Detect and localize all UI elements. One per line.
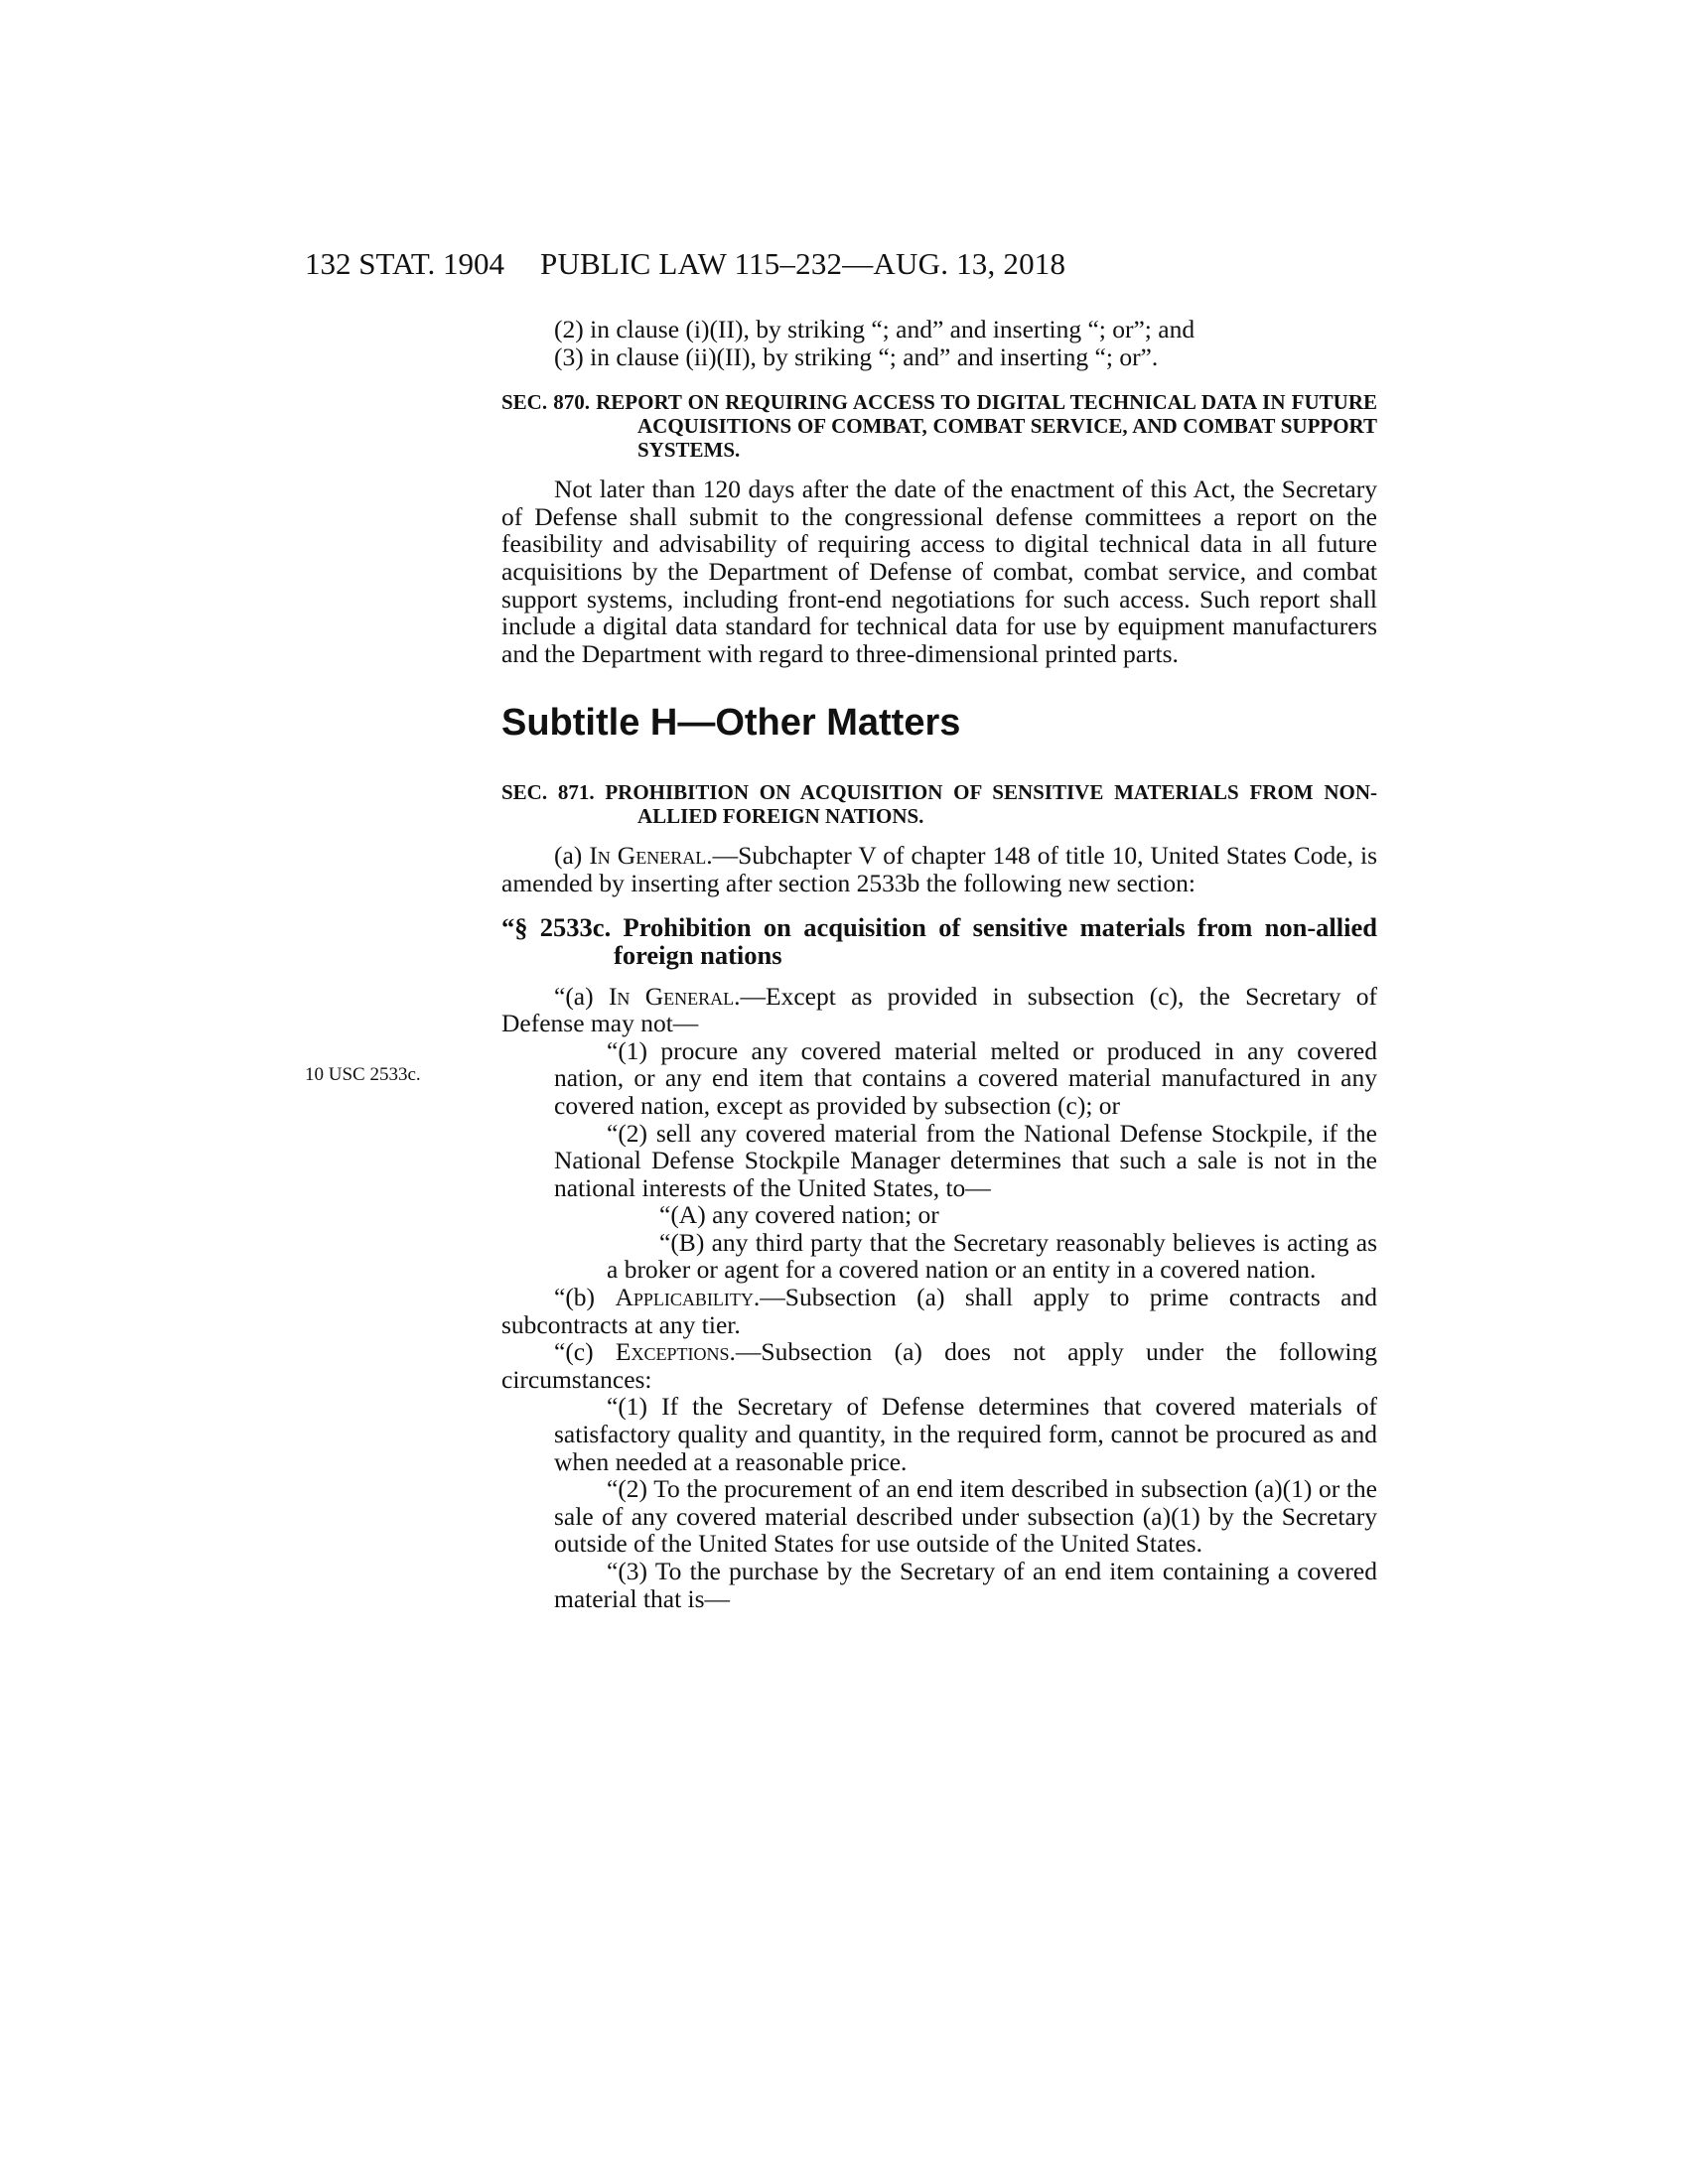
paragraph-1: [501, 1037, 1377, 1120]
stat-page-number: 132 STAT. 1904: [305, 246, 505, 281]
subsection-a-caption: In General.: [589, 841, 713, 871]
exceptions-text: —Subsection (a) does not apply under the following circumstances:: [501, 1337, 1377, 1394]
exceptions-caption: Exceptions.: [615, 1337, 736, 1367]
margin-citation-note: 10 USC 2533c.: [305, 1064, 421, 1085]
general-text: —Except as provided in subsection (c), the Secretary of Defense may not—: [501, 981, 1377, 1038]
paragraph-2: [501, 1120, 1377, 1202]
new-section-subsection-c: [501, 1338, 1377, 1393]
document-body: [501, 316, 1377, 1612]
new-section-title: “§ 2533c. Prohibition on acquisition of sensitive materials from non-allied foreign nations: [501, 911, 1377, 970]
exceptions-prefix: “(c): [554, 1337, 594, 1367]
subparagraph-b: “(B) any third party that the Secretary reasonably believes is acting as a broker or agent for a covered nation or an entity in a covered nation.: [607, 1227, 1377, 1285]
applicability-text: —Subsection (a) shall apply to prime contracts and subcontracts at any tier.: [501, 1283, 1378, 1339]
new-section-subsection-b: [501, 1284, 1377, 1338]
public-law-running-head: PUBLIC LAW 115–232—AUG. 13, 2018: [540, 246, 1066, 281]
sec-871-heading: SEC. 871. PROHIBITION ON ACQUISITION OF SENSITIVE MATERIALS FROM NON-ALLIED FOREIGN NATIONS.: [501, 780, 1377, 829]
paragraph-1-text: “(1) procure any covered material melted or produced in any covered nation, or any end item that contains a covered material manufactured in any covered nation, except as provided by subsection (c); or: [554, 1035, 1377, 1120]
amendment-clause-2: (2) in clause (i)(II), by striking “; and” and inserting “; or”; and: [554, 315, 1196, 343]
exception-1: “(1) If the Secretary of Defense determines that covered materials of satisfactory quality and quantity, in the required form, cannot be procured as and when needed at a reasonable price.: [554, 1392, 1377, 1476]
subparagraph-a: “(A) any covered nation; or: [659, 1200, 939, 1230]
applicability-caption: Applicability.: [615, 1283, 761, 1312]
amendment-clause-3: (3) in clause (ii)(II), by striking “; and” and inserting “; or”.: [554, 341, 1159, 371]
applicability-prefix: “(b): [554, 1283, 596, 1312]
general-caption: In General.: [608, 981, 741, 1011]
sec-870-heading: SEC. 870. REPORT ON REQUIRING ACCESS TO DIGITAL TECHNICAL DATA IN FUTURE ACQUISITIONS OF COMBAT, COMBAT SERVICE, AND COMBAT SUPPORT SYSTEMS.: [501, 390, 1377, 463]
new-section-subsection-a: [501, 983, 1377, 1037]
subsection-a-text: —Subchapter V of chapter 148 of title 10, United States Code, is amended by inserting after section 2533b the following new section:: [501, 841, 1377, 897]
subsection-a-prefix: (a): [554, 841, 583, 871]
subtitle-heading: Subtitle H—Other Matters: [501, 702, 961, 745]
page-header: [0, 246, 1688, 286]
sec-871-subsection-a: [501, 842, 1377, 896]
paragraph-2-text: “(2) sell any covered material from the National Defense Stockpile, if the National Defense Stockpile Manager determines that such a sale is not in the national interests of the United States, to—: [554, 1118, 1377, 1202]
exception-2: “(2) To the procurement of an end item described in subsection (a)(1) or the sale of any covered material described under subsection (a)(1) by the Secretary outside of the United States for use outside of the United States.: [554, 1474, 1377, 1559]
sec-870-body: Not later than 120 days after the date of the enactment of this Act, the Secretary of Defense shall submit to the congressional defense committees a report on the feasibility and advisability of requiring access to digital technical data in all future acquisitions by the Department of Defense of combat, combat service, and combat support systems, including front-end negotiations for such access. Such report shall include a digital data standard for technical data for use by equipment manufacturers and the Department with regard to three-dimensional printed parts.: [501, 475, 1377, 668]
exception-3: “(3) To the purchase by the Secretary of an end item containing a covered material that is—: [554, 1557, 1377, 1613]
general-prefix: “(a): [554, 981, 594, 1011]
